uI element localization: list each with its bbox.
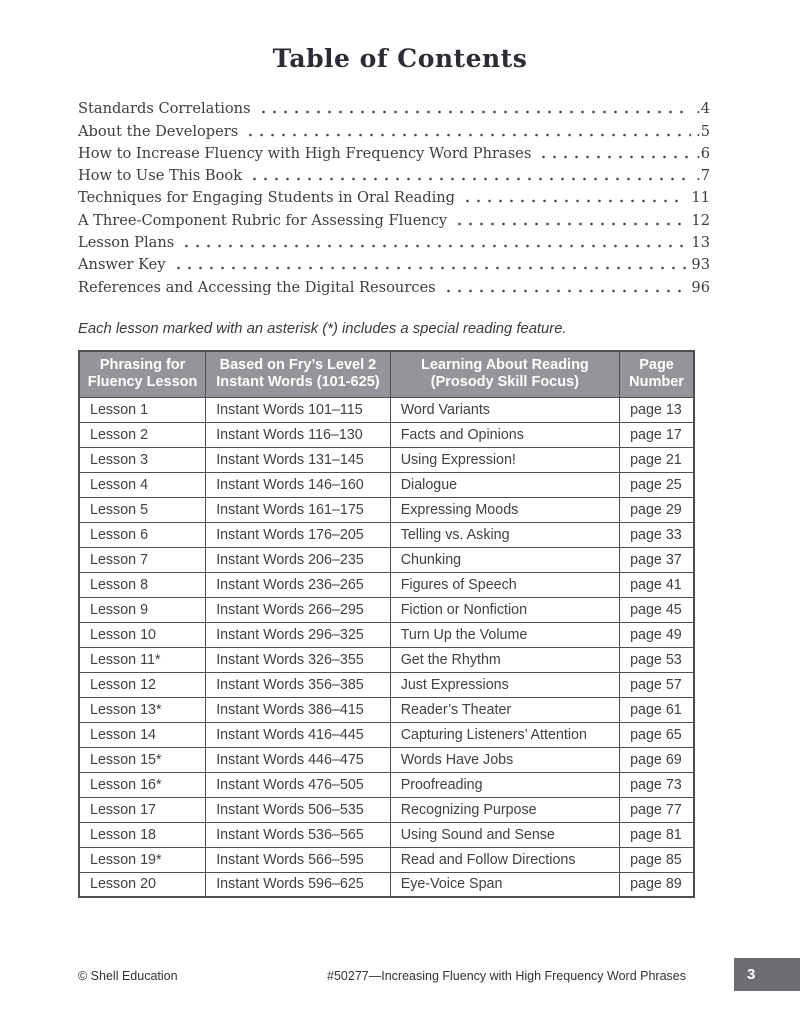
asterisk-note: Each lesson marked with an asterisk (*) includes a special reading feature. [78,320,567,337]
toc-entry-label: How to Use This Book [78,167,243,185]
lesson-row [79,847,694,872]
toc-entry [78,184,710,206]
lesson-cell: page 89 [620,872,694,897]
lesson-cell: page 17 [620,422,694,447]
toc-dot-leader [181,242,686,248]
footer-copyright: © Shell Education [78,969,178,983]
lesson-cell: Instant Words 596–625 [206,872,391,897]
lesson-table-header-cell: Phrasing for Fluency Lesson [79,351,206,398]
lesson-row [79,722,694,747]
lesson-cell: page 49 [620,622,694,647]
lesson-cell: page 33 [620,522,694,547]
lesson-cell: Word Variants [390,397,619,422]
lesson-cell: Lesson 2 [79,422,206,447]
toc-entry [78,229,710,251]
lesson-cell: Just Expressions [390,672,619,697]
lesson-cell: Lesson 1 [79,397,206,422]
lesson-table-header-cell: Based on Fry’s Level 2 Instant Words (101-625) [206,351,391,398]
toc-entry-label: About the Developers [78,122,239,140]
lesson-cell: Lesson 4 [79,472,206,497]
lesson-cell: Eye-Voice Span [390,872,619,897]
lesson-cell: page 53 [620,647,694,672]
lesson-cell: page 37 [620,547,694,572]
toc-dot-leader [249,175,691,181]
toc-dot-leader [462,197,686,203]
lesson-row [79,672,694,697]
toc-entry-label: Lesson Plans [78,234,175,252]
lesson-cell: Capturing Listeners’ Attention [390,722,619,747]
toc-entry-label: How to Increase Fluency with High Frequency Word Phrases [78,144,532,162]
lesson-cell: Instant Words 476–505 [206,772,391,797]
lesson-cell: Instant Words 176–205 [206,522,391,547]
lesson-cell: Lesson 15* [79,747,206,772]
lesson-cell: Instant Words 326–355 [206,647,391,672]
lesson-cell: Figures of Speech [390,572,619,597]
lesson-cell: page 57 [620,672,694,697]
lesson-cell: Instant Words 266–295 [206,597,391,622]
lesson-cell: Lesson 20 [79,872,206,897]
toc-entry-page: .7 [696,167,710,185]
lesson-cell: Fiction or Nonfiction [390,597,619,622]
lesson-cell: Lesson 18 [79,822,206,847]
lesson-cell: Instant Words 446–475 [206,747,391,772]
lesson-cell: page 81 [620,822,694,847]
toc-entry-page: 13 [691,234,710,252]
lesson-cell: Reader’s Theater [390,697,619,722]
lesson-cell: Instant Words 206–235 [206,547,391,572]
lesson-cell: Lesson 19* [79,847,206,872]
toc-dot-leader [245,131,691,137]
lesson-cell: Instant Words 416–445 [206,722,391,747]
toc-list [78,95,710,296]
toc-entry-page: 11 [691,189,710,207]
lesson-table-header-cell: Learning About Reading (Prosody Skill Focus) [390,351,619,398]
lesson-row [79,547,694,572]
toc-entry-label: Answer Key [78,256,166,274]
toc-entry-label: Standards Correlations [78,100,251,118]
toc-entry-label: References and Accessing the Digital Resources [78,278,436,296]
lesson-cell: Instant Words 161–175 [206,497,391,522]
lesson-cell: Lesson 8 [79,572,206,597]
lesson-cell: Lesson 13* [79,697,206,722]
lesson-table-header-cell: Page Number [620,351,694,398]
lesson-cell: page 13 [620,397,694,422]
lesson-row [79,747,694,772]
lesson-cell: page 65 [620,722,694,747]
toc-dot-leader [454,220,686,226]
lesson-row [79,872,694,897]
lesson-row [79,497,694,522]
lesson-row [79,572,694,597]
toc-dot-leader [538,153,691,159]
lesson-cell: Instant Words 101–115 [206,397,391,422]
lesson-cell: Recognizing Purpose [390,797,619,822]
lesson-cell: Lesson 9 [79,597,206,622]
lesson-table-header-row [79,351,694,398]
lesson-cell: Lesson 14 [79,722,206,747]
footer-book-title: #50277—Increasing Fluency with High Frequency Word Phrases [327,969,686,983]
lesson-cell: Lesson 5 [79,497,206,522]
lesson-cell: Lesson 16* [79,772,206,797]
toc-entry [78,273,710,295]
toc-entry-page: 12 [691,211,710,229]
lesson-row [79,447,694,472]
lesson-cell: Instant Words 356–385 [206,672,391,697]
lesson-row [79,472,694,497]
toc-entry-label: A Three-Component Rubric for Assessing Fluency [78,211,448,229]
lesson-cell: Using Sound and Sense [390,822,619,847]
lesson-cell: Dialogue [390,472,619,497]
lesson-row [79,797,694,822]
lesson-row [79,422,694,447]
lesson-cell: Telling vs. Asking [390,522,619,547]
lesson-cell: Turn Up the Volume [390,622,619,647]
toc-entry-page: .4 [696,100,710,118]
toc-entry [78,117,710,139]
toc-entry-page: 96 [691,278,710,296]
lesson-cell: page 25 [620,472,694,497]
lesson-cell: Facts and Opinions [390,422,619,447]
lesson-cell: page 21 [620,447,694,472]
lesson-row [79,522,694,547]
lesson-cell: page 69 [620,747,694,772]
lesson-cell: Words Have Jobs [390,747,619,772]
lesson-cell: Instant Words 566–595 [206,847,391,872]
lesson-cell: Instant Words 506–535 [206,797,391,822]
lesson-cell: Lesson 6 [79,522,206,547]
lesson-table [78,350,695,899]
lesson-cell: Using Expression! [390,447,619,472]
lesson-cell: Instant Words 296–325 [206,622,391,647]
lesson-cell: Lesson 3 [79,447,206,472]
lesson-cell: Read and Follow Directions [390,847,619,872]
lesson-cell: Expressing Moods [390,497,619,522]
lesson-cell: Get the Rhythm [390,647,619,672]
lesson-cell: page 29 [620,497,694,522]
page-number-tab: 3 [734,958,800,991]
toc-dot-leader [258,108,691,114]
toc-entry-page: .5 [696,122,710,140]
page-title: Table of Contents [272,44,528,73]
lesson-cell: Instant Words 146–160 [206,472,391,497]
lesson-cell: Proofreading [390,772,619,797]
lesson-cell: Instant Words 386–415 [206,697,391,722]
lesson-cell: Chunking [390,547,619,572]
lesson-row [79,697,694,722]
toc-entry [78,162,710,184]
toc-dot-leader [443,287,687,293]
lesson-row [79,597,694,622]
toc-entry [78,206,710,228]
lesson-cell: Instant Words 116–130 [206,422,391,447]
lesson-cell: page 61 [620,697,694,722]
lesson-row [79,647,694,672]
lesson-cell: Lesson 11* [79,647,206,672]
toc-entry [78,251,710,273]
toc-entry [78,95,710,117]
lesson-cell: Lesson 17 [79,797,206,822]
lesson-row [79,822,694,847]
lesson-cell: page 77 [620,797,694,822]
lesson-cell: Lesson 10 [79,622,206,647]
lesson-cell: page 85 [620,847,694,872]
lesson-cell: page 45 [620,597,694,622]
lesson-row [79,622,694,647]
lesson-cell: Lesson 7 [79,547,206,572]
lesson-row [79,772,694,797]
lesson-cell: Instant Words 131–145 [206,447,391,472]
toc-entry-page: .6 [696,144,710,162]
lesson-row [79,397,694,422]
lesson-cell: page 41 [620,572,694,597]
toc-entry-label: Techniques for Engaging Students in Oral Reading [78,189,456,207]
toc-entry-page: 93 [691,256,710,274]
toc-entry [78,140,710,162]
toc-dot-leader [173,264,687,270]
lesson-cell: page 73 [620,772,694,797]
lesson-cell: Instant Words 536–565 [206,822,391,847]
lesson-cell: Instant Words 236–265 [206,572,391,597]
lesson-cell: Lesson 12 [79,672,206,697]
